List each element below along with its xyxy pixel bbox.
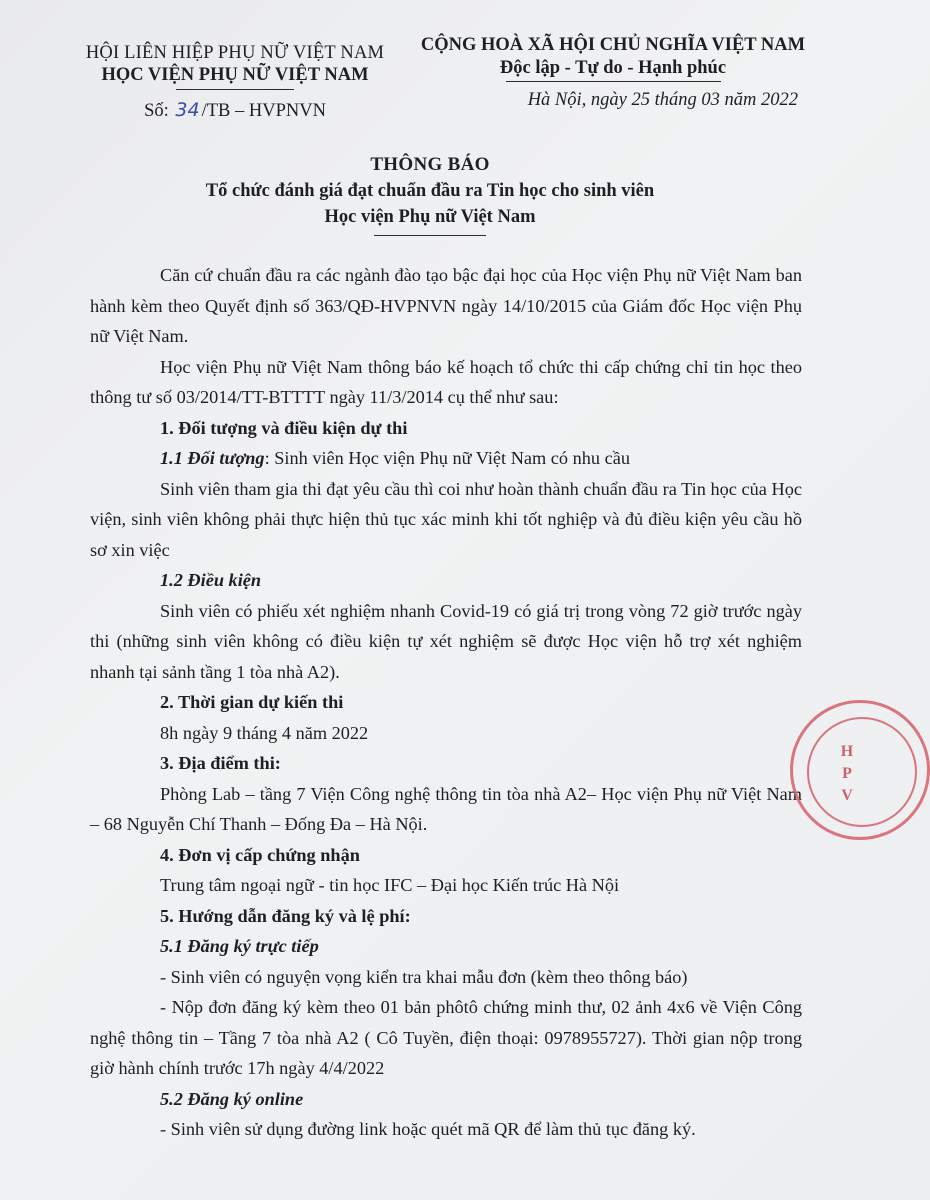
section-1-heading: 1. Đối tượng và điều kiện dự thi	[160, 417, 408, 438]
issuing-org: HỌC VIỆN PHỤ NỮ VIỆT NAM	[101, 65, 369, 85]
doc-number-prefix: Số:	[144, 101, 169, 121]
motto-underline	[506, 81, 721, 82]
section-5-2-label: 5.2 Đăng ký online	[160, 1088, 304, 1109]
section-5-2-item-1: - Sinh viên sử dụng đường link hoặc quét mã QR để làm thủ tục đăng ký.	[160, 1119, 696, 1139]
section-4-text: Trung tâm ngoại ngữ - tin học IFC – Đại học Kiến trúc Hà Nội	[160, 875, 620, 895]
section-1-2-label: 1.2 Điều kiện	[160, 570, 262, 590]
doc-subject-line1: Tổ chức đánh giá đạt chuẩn đầu ra Tin học cho sinh viên	[205, 181, 655, 201]
doc-number-handwritten: 34	[175, 99, 200, 121]
title-underline	[374, 235, 486, 236]
section-4-heading: 4. Đơn vị cấp chứng nhận	[160, 844, 360, 865]
paragraph-basis: Căn cứ chuẩn đầu ra các ngành đào tạo bậc đại học của Học viện Phụ nữ Việt Nam ban hành kèm theo Quyết định số 363/QĐ-HVPNVN ngày 14/10/2015 của Giám đốc Học viện Phụ nữ Việt Nam.	[90, 265, 802, 346]
section-5-1-label: 5.1 Đăng ký trực tiếp	[160, 936, 319, 956]
national-title: CỘNG HOÀ XÃ HỘI CHỦ NGHĨA VIỆT NAM	[420, 35, 806, 55]
section-1-1-label: 1.1 Đối tượng	[160, 448, 265, 468]
issue-date: Hà Nội, ngày 25 tháng 03 năm 2022	[527, 90, 798, 110]
section-1-1	[90, 443, 802, 474]
section-1-2-paragraph: Sinh viên có phiếu xét nghiệm nhanh Covid-19 có giá trị trong vòng 72 giờ trước ngày thi (những sinh viên không có điều kiện tự xét nghiệm sẽ được Học viện hỗ trợ xét nghiệm nhanh tại sảnh tầng 1 tòa nhà A2).	[90, 600, 802, 682]
title-block	[150, 152, 710, 236]
seal-text: H P V	[840, 743, 854, 804]
section-3-heading: 3. Địa điểm thi:	[160, 753, 281, 773]
section-5-1-item-2: - Nộp đơn đăng ký kèm theo 01 bản phôtô chứng minh thư, 02 ảnh 4x6 về Viện Công nghệ thông tin – Tầng 7 tòa nhà A2 ( Cô Tuyền, điện thoại: 0978955727). Thời gian nộp trong giờ hành chính trước 17h ngày 4/4/2022	[90, 997, 802, 1078]
section-2-text: 8h ngày 9 tháng 4 năm 2022	[160, 722, 369, 743]
org-underline	[176, 89, 294, 90]
national-motto: Độc lập - Tự do - Hạnh phúc	[499, 58, 727, 78]
header-right	[408, 34, 818, 111]
section-5-heading: 5. Hướng dẫn đăng ký và lệ phí:	[160, 905, 411, 926]
header-left	[70, 42, 400, 122]
section-3-text: Phòng Lab – tầng 7 Viện Công nghệ thông tin tòa nhà A2– Học viện Phụ nữ Việt Nam – 68 Nguyễn Chí Thanh – Đống Đa – Hà Nội.	[90, 783, 802, 834]
seal-inner-ring	[807, 717, 917, 827]
document-body	[90, 260, 802, 1145]
section-2-heading: 2. Thời gian dự kiến thi	[160, 692, 344, 712]
paragraph-intro: Học viện Phụ nữ Việt Nam thông báo kế hoạch tổ chức thi cấp chứng chỉ tin học theo thông tư số 03/2014/TT-BTTTT ngày 11/3/2014 cụ thể như sau:	[90, 356, 802, 407]
parent-org: HỘI LIÊN HIỆP PHỤ NỮ VIỆT NAM	[85, 43, 385, 63]
doc-number-suffix: /TB – HVPNVN	[201, 101, 326, 121]
section-5-1-item-1: - Sinh viên có nguyện vọng kiển tra khai mẫu đơn (kèm theo thông báo)	[160, 966, 688, 987]
section-1-1-paragraph: Sinh viên tham gia thi đạt yêu cầu thì coi như hoàn thành chuẩn đầu ra Tin học của Học viện, sinh viên không phải thực hiện thủ tục xác minh khi tốt nghiệp và đủ điều kiện yêu cầu hồ sơ xin việc	[90, 478, 802, 560]
doc-subject-line2: Học viện Phụ nữ Việt Nam	[324, 207, 536, 227]
section-1-1-text: : Sinh viên Học viện Phụ nữ Việt Nam có nhu cầu	[264, 448, 630, 468]
official-seal	[790, 700, 930, 840]
doc-type-title: THÔNG BÁO	[370, 154, 490, 175]
document-number	[70, 99, 400, 122]
